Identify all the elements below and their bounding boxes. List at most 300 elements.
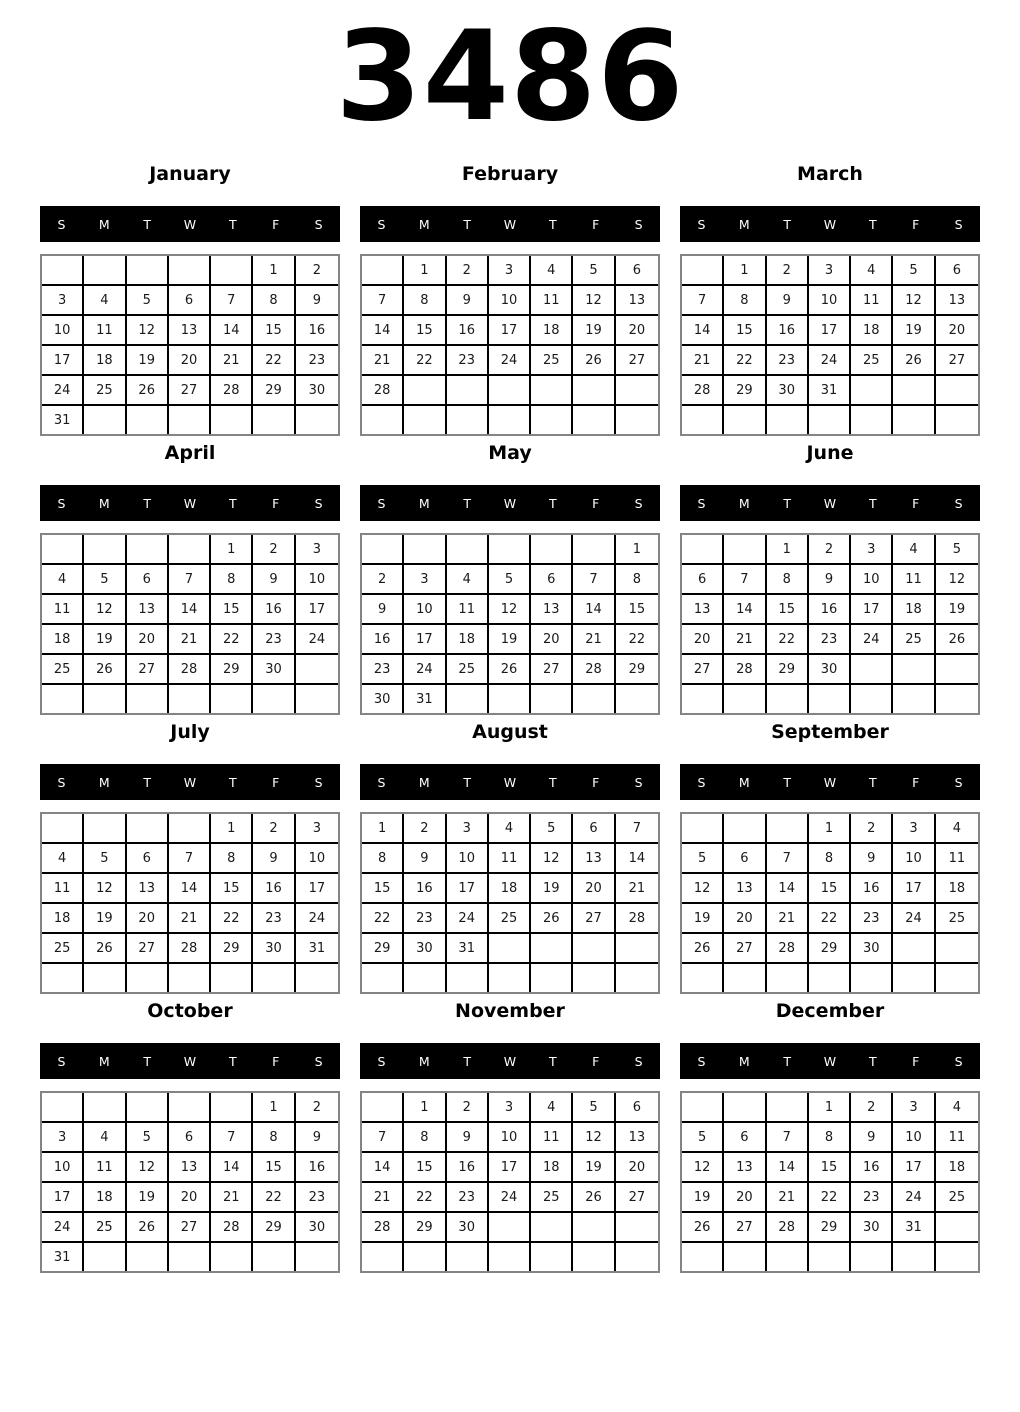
day-cell: 2: [809, 535, 851, 565]
day-cell: 12: [489, 595, 531, 625]
empty-day-cell: [169, 964, 211, 992]
day-cell: 12: [127, 316, 169, 346]
empty-day-cell: [489, 535, 531, 565]
weekday-label: S: [634, 495, 643, 511]
day-cell: 19: [682, 1183, 724, 1213]
day-cell: 15: [809, 874, 851, 904]
day-cell: 7: [682, 286, 724, 316]
day-cell: 17: [42, 1183, 84, 1213]
month-title: October: [147, 1000, 233, 1022]
day-cell: 15: [404, 316, 446, 346]
day-cell: 2: [404, 814, 446, 844]
day-cell: 7: [211, 286, 253, 316]
day-cell: 6: [724, 1123, 766, 1153]
weekday-header: [680, 1043, 980, 1079]
day-cell: 30: [851, 934, 893, 964]
day-cell: 27: [169, 376, 211, 406]
day-cell: 28: [211, 376, 253, 406]
day-cell: 14: [767, 874, 809, 904]
day-cell: 24: [489, 346, 531, 376]
month-days-table: [680, 254, 980, 436]
day-cell: 13: [616, 286, 658, 316]
day-cell: 4: [936, 1093, 978, 1123]
day-cell: 14: [362, 1153, 404, 1183]
day-cell: 29: [211, 655, 253, 685]
day-cell: 6: [169, 1123, 211, 1153]
week-row: [682, 934, 978, 964]
empty-day-cell: [682, 535, 724, 565]
day-cell: 12: [531, 844, 573, 874]
empty-day-cell: [936, 1243, 978, 1271]
weekday-label: S: [954, 1053, 963, 1069]
day-cell: 16: [253, 874, 295, 904]
month-november: [360, 991, 660, 1263]
day-cell: 1: [404, 1093, 446, 1123]
empty-day-cell: [362, 256, 404, 286]
day-cell: 7: [362, 1123, 404, 1153]
day-cell: 19: [682, 904, 724, 934]
day-cell: 23: [851, 904, 893, 934]
day-cell: 10: [851, 565, 893, 595]
week-row: [42, 874, 338, 904]
empty-day-cell: [851, 406, 893, 434]
empty-day-cell: [936, 655, 978, 685]
month-title: August: [472, 721, 548, 743]
month-april: [40, 433, 340, 705]
empty-day-cell: [127, 964, 169, 992]
empty-day-cell: [531, 535, 573, 565]
week-row: [362, 904, 658, 934]
empty-day-cell: [893, 964, 935, 992]
weekday-label: T: [229, 216, 237, 232]
weekday-label: W: [503, 774, 517, 790]
day-cell: 25: [851, 346, 893, 376]
day-cell: 8: [809, 844, 851, 874]
week-row: [682, 874, 978, 904]
day-cell: 28: [169, 934, 211, 964]
day-cell: 5: [84, 565, 126, 595]
day-cell: 11: [42, 595, 84, 625]
day-cell: 11: [936, 1123, 978, 1153]
day-cell: 7: [724, 565, 766, 595]
day-cell: 16: [404, 874, 446, 904]
day-cell: 7: [211, 1123, 253, 1153]
day-cell: 18: [42, 904, 84, 934]
day-cell: 22: [211, 904, 253, 934]
day-cell: 19: [84, 625, 126, 655]
day-cell: 6: [531, 565, 573, 595]
weekday-label: M: [738, 495, 750, 511]
weekday-label: M: [98, 774, 110, 790]
day-cell: 23: [447, 346, 489, 376]
day-cell: 26: [84, 655, 126, 685]
empty-day-cell: [616, 406, 658, 434]
day-cell: 14: [169, 874, 211, 904]
week-row: [682, 316, 978, 346]
day-cell: 15: [362, 874, 404, 904]
day-cell: 15: [724, 316, 766, 346]
weekday-label: T: [229, 1053, 237, 1069]
empty-day-cell: [936, 406, 978, 434]
day-cell: 10: [296, 565, 338, 595]
day-cell: 29: [724, 376, 766, 406]
day-cell: 22: [404, 1183, 446, 1213]
weekday-label: T: [229, 495, 237, 511]
empty-day-cell: [127, 1243, 169, 1271]
day-cell: 10: [893, 844, 935, 874]
weekday-label: T: [783, 774, 791, 790]
day-cell: 12: [936, 565, 978, 595]
day-cell: 27: [682, 655, 724, 685]
empty-day-cell: [489, 964, 531, 992]
empty-day-cell: [573, 406, 615, 434]
empty-day-cell: [767, 1243, 809, 1271]
week-row: [362, 844, 658, 874]
day-cell: 29: [362, 934, 404, 964]
empty-day-cell: [531, 685, 573, 713]
day-cell: 8: [404, 1123, 446, 1153]
day-cell: 4: [531, 256, 573, 286]
day-cell: 9: [447, 1123, 489, 1153]
empty-day-cell: [447, 535, 489, 565]
day-cell: 26: [682, 1213, 724, 1243]
day-cell: 8: [253, 1123, 295, 1153]
week-row: [682, 406, 978, 434]
day-cell: 17: [447, 874, 489, 904]
empty-day-cell: [682, 1243, 724, 1271]
day-cell: 3: [42, 286, 84, 316]
weekday-header: [680, 206, 980, 242]
day-cell: 10: [489, 1123, 531, 1153]
empty-day-cell: [404, 406, 446, 434]
weekday-label: F: [272, 1053, 280, 1069]
day-cell: 21: [724, 625, 766, 655]
weekday-label: M: [738, 216, 750, 232]
day-cell: 31: [447, 934, 489, 964]
day-cell: 8: [767, 565, 809, 595]
day-cell: 15: [616, 595, 658, 625]
day-cell: 2: [296, 1093, 338, 1123]
day-cell: 30: [296, 376, 338, 406]
empty-day-cell: [573, 1213, 615, 1243]
day-cell: 1: [253, 1093, 295, 1123]
day-cell: 11: [447, 595, 489, 625]
day-cell: 13: [616, 1123, 658, 1153]
empty-day-cell: [682, 685, 724, 713]
month-title: May: [488, 442, 532, 464]
empty-day-cell: [362, 535, 404, 565]
day-cell: 8: [724, 286, 766, 316]
weekday-label: M: [98, 216, 110, 232]
day-cell: 21: [616, 874, 658, 904]
day-cell: 27: [127, 655, 169, 685]
day-cell: 4: [851, 256, 893, 286]
week-row: [682, 814, 978, 844]
day-cell: 14: [573, 595, 615, 625]
week-row: [42, 655, 338, 685]
day-cell: 27: [616, 1183, 658, 1213]
month-days-table: [680, 812, 980, 994]
week-row: [362, 535, 658, 565]
empty-day-cell: [447, 685, 489, 713]
empty-day-cell: [127, 814, 169, 844]
month-october: [40, 991, 340, 1263]
empty-day-cell: [767, 685, 809, 713]
empty-day-cell: [893, 406, 935, 434]
day-cell: 4: [84, 286, 126, 316]
weekday-label: T: [229, 774, 237, 790]
week-row: [42, 934, 338, 964]
day-cell: 11: [936, 844, 978, 874]
empty-day-cell: [211, 685, 253, 713]
day-cell: 13: [724, 874, 766, 904]
week-row: [362, 1093, 658, 1123]
empty-day-cell: [573, 964, 615, 992]
weekday-label: W: [823, 216, 837, 232]
day-cell: 31: [404, 685, 446, 713]
weekday-label: S: [634, 216, 643, 232]
empty-day-cell: [531, 964, 573, 992]
week-row: [682, 535, 978, 565]
empty-day-cell: [531, 934, 573, 964]
day-cell: 23: [296, 1183, 338, 1213]
day-cell: 6: [127, 844, 169, 874]
day-cell: 21: [362, 1183, 404, 1213]
day-cell: 24: [404, 655, 446, 685]
empty-day-cell: [767, 1093, 809, 1123]
empty-day-cell: [84, 406, 126, 434]
weekday-label: F: [912, 216, 920, 232]
day-cell: 15: [767, 595, 809, 625]
day-cell: 21: [211, 346, 253, 376]
weekday-label: S: [314, 1053, 323, 1069]
month-title: November: [455, 1000, 565, 1022]
day-cell: 19: [531, 874, 573, 904]
empty-day-cell: [169, 1243, 211, 1271]
day-cell: 11: [84, 1153, 126, 1183]
day-cell: 3: [809, 256, 851, 286]
empty-day-cell: [84, 964, 126, 992]
day-cell: 17: [489, 316, 531, 346]
day-cell: 26: [573, 1183, 615, 1213]
day-cell: 21: [211, 1183, 253, 1213]
weekday-label: T: [869, 216, 877, 232]
empty-day-cell: [682, 256, 724, 286]
day-cell: 8: [404, 286, 446, 316]
day-cell: 2: [767, 256, 809, 286]
month-days-table: [40, 812, 340, 994]
day-cell: 9: [362, 595, 404, 625]
day-cell: 4: [84, 1123, 126, 1153]
day-cell: 24: [296, 904, 338, 934]
weekday-label: S: [954, 216, 963, 232]
day-cell: 29: [253, 1213, 295, 1243]
day-cell: 23: [404, 904, 446, 934]
empty-day-cell: [809, 685, 851, 713]
weekday-header: [360, 1043, 660, 1079]
day-cell: 6: [682, 565, 724, 595]
day-cell: 15: [404, 1153, 446, 1183]
weekday-label: S: [377, 1053, 386, 1069]
day-cell: 25: [42, 655, 84, 685]
day-cell: 20: [573, 874, 615, 904]
day-cell: 5: [489, 565, 531, 595]
day-cell: 30: [851, 1213, 893, 1243]
day-cell: 2: [447, 1093, 489, 1123]
empty-day-cell: [809, 964, 851, 992]
empty-day-cell: [404, 964, 446, 992]
week-row: [682, 1153, 978, 1183]
week-row: [362, 1123, 658, 1153]
empty-day-cell: [893, 1243, 935, 1271]
day-cell: 13: [682, 595, 724, 625]
week-row: [362, 1183, 658, 1213]
empty-day-cell: [724, 535, 766, 565]
month-days-table: [360, 812, 660, 994]
day-cell: 25: [489, 904, 531, 934]
day-cell: 24: [809, 346, 851, 376]
empty-day-cell: [531, 1213, 573, 1243]
empty-day-cell: [936, 376, 978, 406]
week-row: [362, 346, 658, 376]
day-cell: 16: [851, 1153, 893, 1183]
day-cell: 22: [616, 625, 658, 655]
week-row: [42, 1243, 338, 1271]
weekday-header: [360, 764, 660, 800]
empty-day-cell: [851, 964, 893, 992]
empty-day-cell: [682, 1093, 724, 1123]
empty-day-cell: [169, 535, 211, 565]
empty-day-cell: [169, 406, 211, 434]
day-cell: 12: [84, 595, 126, 625]
empty-day-cell: [362, 406, 404, 434]
day-cell: 20: [127, 904, 169, 934]
weekday-label: W: [823, 495, 837, 511]
day-cell: 24: [489, 1183, 531, 1213]
weekday-label: W: [503, 216, 517, 232]
day-cell: 7: [169, 565, 211, 595]
day-cell: 16: [767, 316, 809, 346]
day-cell: 20: [127, 625, 169, 655]
empty-day-cell: [767, 406, 809, 434]
day-cell: 4: [489, 814, 531, 844]
empty-day-cell: [724, 814, 766, 844]
empty-day-cell: [404, 535, 446, 565]
day-cell: 6: [169, 286, 211, 316]
weekday-label: T: [463, 774, 471, 790]
empty-day-cell: [573, 1243, 615, 1271]
weekday-label: W: [183, 495, 197, 511]
empty-day-cell: [296, 685, 338, 713]
day-cell: 19: [573, 316, 615, 346]
day-cell: 24: [42, 1213, 84, 1243]
day-cell: 17: [42, 346, 84, 376]
day-cell: 1: [253, 256, 295, 286]
day-cell: 26: [893, 346, 935, 376]
day-cell: 31: [42, 406, 84, 434]
empty-day-cell: [616, 376, 658, 406]
weekday-label: F: [912, 774, 920, 790]
empty-day-cell: [893, 655, 935, 685]
day-cell: 16: [253, 595, 295, 625]
day-cell: 29: [809, 1213, 851, 1243]
day-cell: 17: [809, 316, 851, 346]
empty-day-cell: [767, 964, 809, 992]
month-july: [40, 712, 340, 984]
empty-day-cell: [531, 376, 573, 406]
day-cell: 6: [616, 1093, 658, 1123]
week-row: [42, 625, 338, 655]
weekday-label: M: [738, 1053, 750, 1069]
day-cell: 5: [893, 256, 935, 286]
week-row: [42, 1183, 338, 1213]
empty-day-cell: [211, 1093, 253, 1123]
day-cell: 23: [809, 625, 851, 655]
week-row: [42, 964, 338, 992]
day-cell: 14: [724, 595, 766, 625]
weekday-label: T: [549, 495, 557, 511]
weekday-label: F: [592, 774, 600, 790]
weekday-header: [40, 764, 340, 800]
week-row: [42, 1153, 338, 1183]
empty-day-cell: [616, 964, 658, 992]
day-cell: 29: [253, 376, 295, 406]
weekday-label: S: [314, 774, 323, 790]
week-row: [42, 844, 338, 874]
day-cell: 28: [724, 655, 766, 685]
weekday-label: M: [98, 1053, 110, 1069]
weekday-label: T: [143, 774, 151, 790]
day-cell: 26: [936, 625, 978, 655]
day-cell: 31: [42, 1243, 84, 1271]
day-cell: 16: [296, 1153, 338, 1183]
day-cell: 31: [893, 1213, 935, 1243]
empty-day-cell: [573, 535, 615, 565]
day-cell: 23: [447, 1183, 489, 1213]
empty-day-cell: [851, 655, 893, 685]
day-cell: 26: [127, 376, 169, 406]
month-january: [40, 154, 340, 426]
day-cell: 28: [682, 376, 724, 406]
day-cell: 27: [127, 934, 169, 964]
empty-day-cell: [169, 685, 211, 713]
weekday-label: S: [377, 495, 386, 511]
day-cell: 14: [767, 1153, 809, 1183]
day-cell: 14: [211, 1153, 253, 1183]
weekday-header: [40, 485, 340, 521]
day-cell: 1: [616, 535, 658, 565]
day-cell: 9: [253, 844, 295, 874]
week-row: [362, 286, 658, 316]
day-cell: 7: [362, 286, 404, 316]
week-row: [682, 625, 978, 655]
day-cell: 28: [573, 655, 615, 685]
day-cell: 16: [362, 625, 404, 655]
day-cell: 6: [724, 844, 766, 874]
week-row: [362, 934, 658, 964]
empty-day-cell: [724, 964, 766, 992]
day-cell: 20: [616, 316, 658, 346]
day-cell: 19: [573, 1153, 615, 1183]
week-row: [362, 685, 658, 713]
day-cell: 21: [767, 904, 809, 934]
day-cell: 25: [84, 376, 126, 406]
weekday-label: F: [272, 216, 280, 232]
weekday-label: T: [869, 774, 877, 790]
week-row: [42, 1123, 338, 1153]
day-cell: 11: [489, 844, 531, 874]
day-cell: 29: [767, 655, 809, 685]
